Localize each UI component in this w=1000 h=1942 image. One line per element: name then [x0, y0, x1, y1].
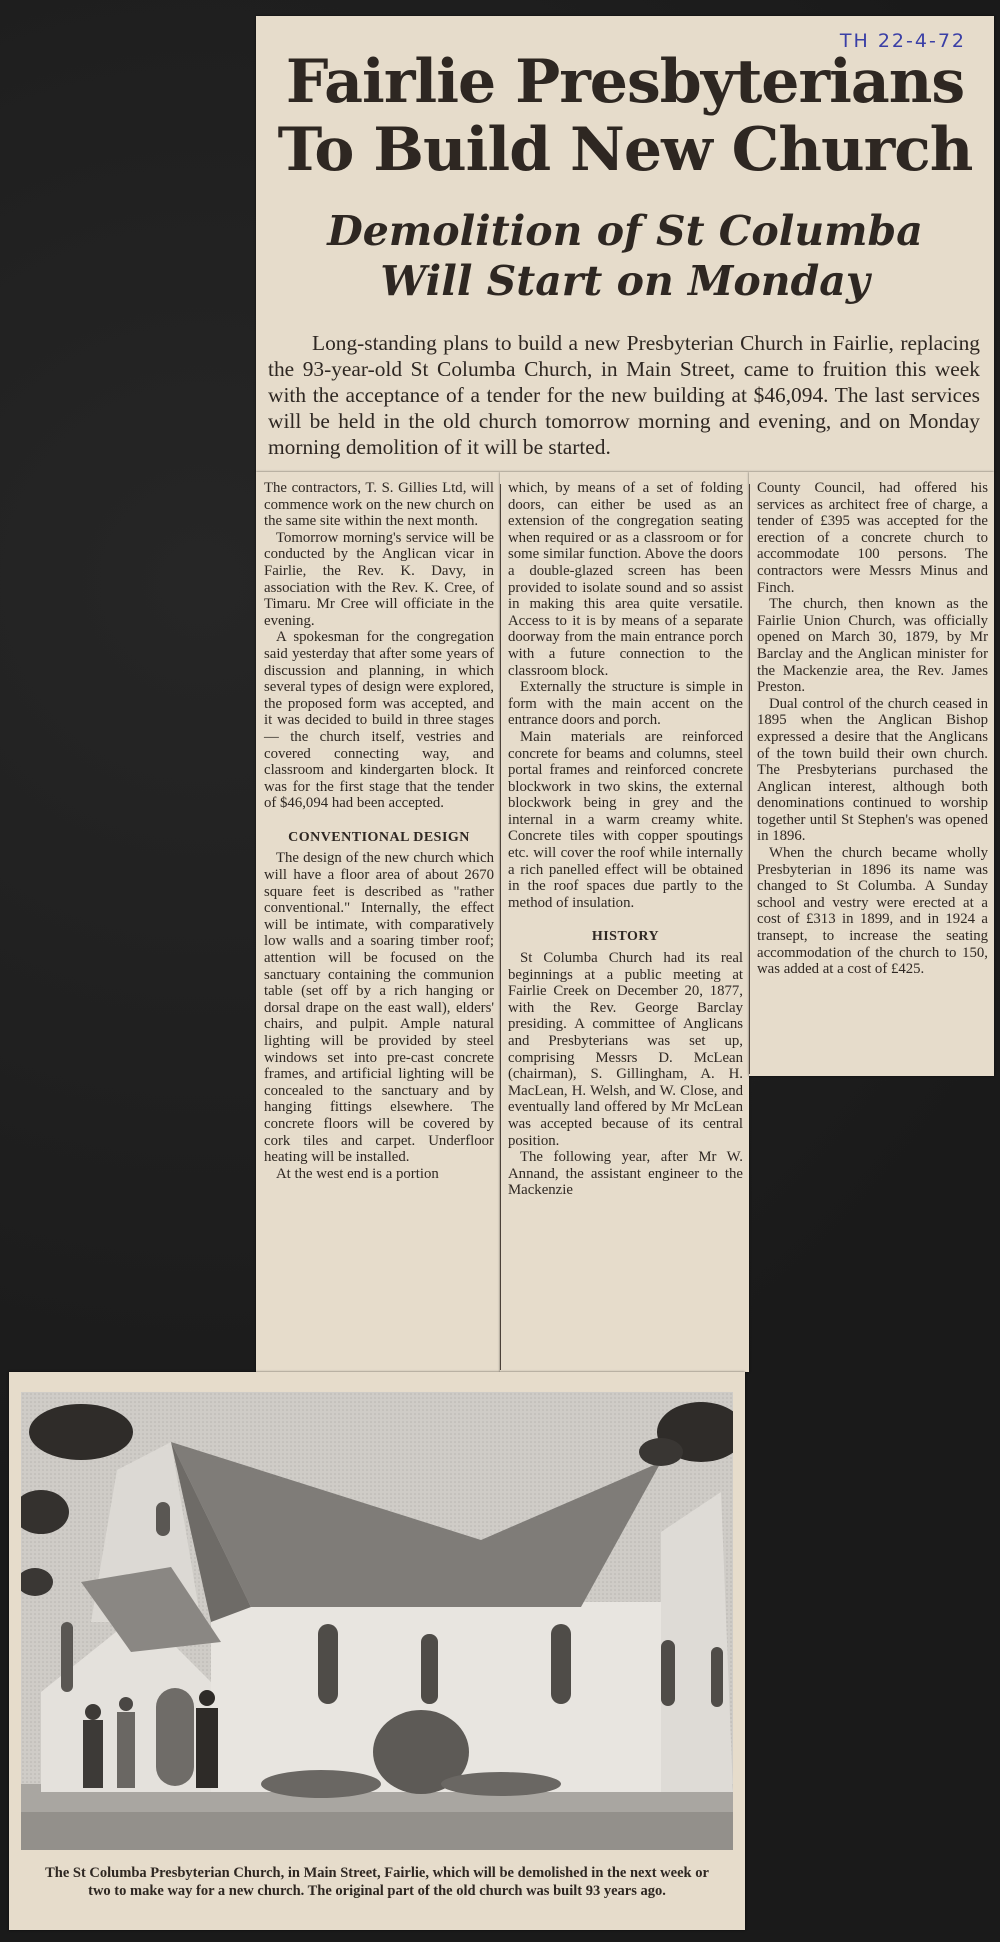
subheadline-line-1: Demolition of St Columba [327, 207, 923, 255]
paragraph: At the west end is a portion [276, 1165, 439, 1182]
paragraph: A spokesman for the congregation said yesterday that after some years of discussion and planning, in which several types of design were explored, the proposed form was accepted, and it was decided to build in three stages — the church itself, vestries and covered connecting way, and classroom and kindergarten block. It was for the first stage that the tender of $46,094 had been accepted. [264, 629, 494, 812]
headline [256, 48, 994, 184]
article-column-3 [749, 472, 994, 1076]
handwritten-date-annotation: TH 22-4-72 [839, 30, 966, 52]
photo-caption: The St Columba Presbyterian Church, in Main Street, Fairlie, which will be demolished in the next week or two to make way for a new church. The original part of the old church was built 93 years ago. [45, 1865, 709, 1899]
column-divider [749, 484, 750, 1074]
paragraph: St Columba Church had its real beginnings at a public meeting at Fairlie Creek on December 20, 1877, with the Rev. George Barclay presiding. A committee of Anglicans and Presbyterians was set up, comprising Messrs D. McLean (chairman), S. Gillingham, A. H. MacLean, H. Welsh, and W. Close, and eventually land offered by Mr McLean was accepted because of its central position. [508, 950, 743, 1149]
headline-line-2: To Build New Church [277, 115, 973, 185]
photo-clipping [9, 1372, 745, 1930]
clipping-headline-section [256, 16, 994, 472]
paragraph: The design of the new church which will have a floor area of about 2670 square feet is described as "rather conventional." Internally, the effect will be intimate, with comparatively low walls and a soaring timber roof; attention will be focused on the sanctuary containing the communion table (set off by a rich hanging or dorsal drape on the east wall), elders' chairs, and pulpit. Ample natural lighting will be provided by steel windows set into pre-cast concrete frames, and artificial lighting will be concealed to the sanctuary and by hanging fittings elsewhere. The concrete floors will be covered by cork tiles and carpet. Underfloor heating will be installed. [264, 850, 494, 1166]
column-2-text [500, 480, 749, 1199]
paragraph: Tomorrow morning's service will be conducted by the Anglican vicar in Fairlie, the Rev. K. Davy, in association with the Rev. K. Cree, of Timaru. Mr Cree will officiate in the evening. [264, 529, 494, 629]
subheadline [256, 206, 994, 306]
column-1-text [256, 480, 500, 1182]
paragraph: Externally the structure is simple in form with the main accent on the entrance doors and porch. [508, 679, 743, 729]
paragraph: When the church became wholly Presbyterian in 1896 its name was changed to St Columba. A Sunday school and vestry were erected at a cost of £313 in 1899, and in 1924 a transept, to increase the seating accommodation of the church to 150, was added at a cost of £425. [757, 845, 988, 978]
column-divider [500, 484, 501, 1370]
paragraph: The following year, after Mr W. Annand, the assistant engineer to the Mackenzie [508, 1149, 743, 1199]
subheadline-line-2: Will Start on Monday [380, 257, 870, 305]
paragraph: Main materials are reinforced concrete for beams and columns, steel portal frames and reinforced concrete blockwork in two skins, the external blockwork being in grey and the internal in a warm creamy white. Concrete tiles with copper spoutings etc. will cover the roof while internally a rich panelled effect will be obtained in the roof spaces due partly to the method of insulation. [508, 728, 743, 911]
column-3-text [749, 480, 994, 978]
section-heading-conventional-design: CONVENTIONAL DESIGN [288, 829, 470, 845]
lead-paragraph: Long-standing plans to build a new Presbyterian Church in Fairlie, replacing the 93-year-old St Columba Church, in Main Street, came to fruition this week with the acceptance of a tender for the new building at $46,094. The last services will be held in the old church tomorrow morning and evening, and on Monday morning demolition of it will be started. [268, 331, 980, 459]
paragraph: which, by means of a set of folding doors, can either be used as an extension of the congregation seating when required or as a classroom or for some similar function. Above the doors a double-glazed screen has been provided to isolate sound and so assist in making this area quite versatile. Access to it is by means of a separate doorway from the main entrance porch with a future connection to the classroom block. [508, 480, 743, 679]
paragraph: County Council, had offered his services as architect free of charge, a tender of £395 was accepted for the erection of a concrete church to accommodate 100 persons. The contractors were Messrs Minus and Finch. [757, 480, 988, 596]
church-illustration [21, 1392, 733, 1850]
headline-line-1: Fairlie Presbyterians [285, 47, 965, 117]
church-photograph [21, 1392, 733, 1850]
section-heading-history: HISTORY [591, 929, 660, 945]
paragraph: Dual control of the church ceased in 1895 when the Anglican Bishop expressed a desire that the Anglicans of the town build their own church. The Presbyterians purchased the Anglican interest, although both denominations continued to worship together until St Stephen's was opened in 1896. [757, 695, 988, 845]
article-column-2 [500, 472, 749, 1372]
article-column-1 [256, 472, 500, 1372]
paragraph: The contractors, T. S. Gillies Ltd, will commence work on the new church on the same site within the next month. [264, 480, 494, 530]
paragraph: The church, then known as the Fairlie Union Church, was officially opened on March 30, 1879, by Mr Barclay and the Anglican minister for the Mackenzie area, the Rev. James Preston. [757, 596, 988, 696]
